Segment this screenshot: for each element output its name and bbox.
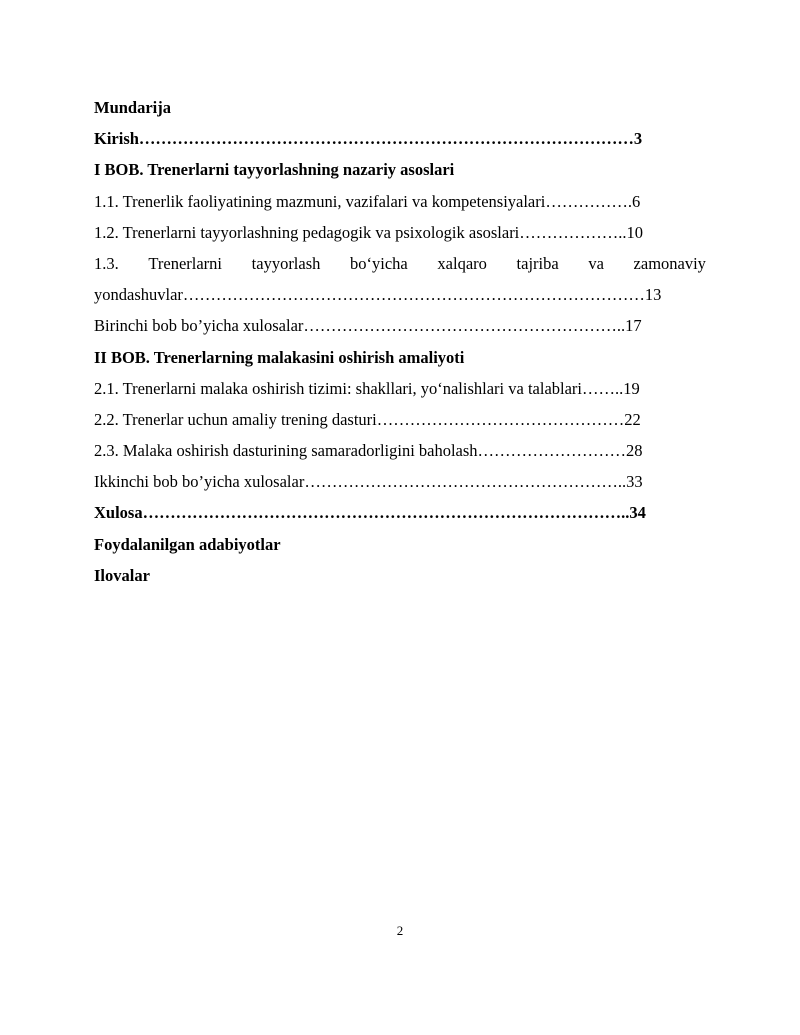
toc-entry-1-3-word: xalqaro <box>437 253 487 273</box>
toc-chapter-2-title: II BOB. Trenerlarning malakasini oshirish amaliyoti <box>94 347 465 367</box>
toc-heading: Mundarija <box>94 98 172 117</box>
toc-entry-references: Foydalanilgan adabiyotlar <box>94 534 281 554</box>
page-number: 2 <box>396 923 404 938</box>
toc-entry-1-3-continuation: yondashuvlar…………………………………………………………………………13 <box>94 285 662 305</box>
toc-entry-1-2: 1.2. Trenerlarni tayyorlashning pedagogik va psixologik asoslari………………..10 <box>94 222 644 242</box>
toc-entry-appendices: Ilovalar <box>94 565 150 585</box>
toc-entry-1-3-word: va <box>588 253 604 273</box>
toc-entry-1-1: 1.1. Trenerlik faoliyatining mazmuni, vazifalari va kompetensiyalari…………….6 <box>94 191 641 211</box>
toc-entry-2-3: 2.3. Malaka oshirish dasturining samaradorligini baholash………………………28 <box>94 441 643 461</box>
toc-entry-1-3-word: bo‘yicha <box>350 253 408 273</box>
toc-entry-1-3-word: 1.3. <box>94 253 119 273</box>
toc-entry-2-1: 2.1. Trenerlarni malaka oshirish tizimi: shakllari, yo‘nalishlari va talablari……..19 <box>94 378 640 398</box>
toc-entry-conclusion-1: Birinchi bob bo’yicha xulosalar…………………………………………………..17 <box>94 316 642 336</box>
toc-entry-1-3-word: zamonaviy <box>633 253 706 273</box>
table-of-contents <box>94 92 706 591</box>
toc-entry-1-3-word: Trenerlarni <box>148 253 223 273</box>
toc-entry-xulosa: Xulosa……………………………………………………………………………..34 <box>94 503 646 523</box>
toc-entry-1-3-word: tayyorlash <box>251 253 321 273</box>
toc-entry-conclusion-2: Ikkinchi bob bo’yicha xulosalar…………………………………………………..33 <box>94 472 643 492</box>
toc-entry-2-2: 2.2. Trenerlar uchun amaliy trening dasturi………………………………………22 <box>94 409 641 429</box>
toc-entry-kirish: Kirish………………………………………………………………………………3 <box>94 129 643 149</box>
toc-entry-1-3 <box>94 248 706 279</box>
toc-chapter-1-title: I BOB. Trenerlarni tayyorlashning nazariy asoslari <box>94 160 455 180</box>
toc-entry-1-3-word: tajriba <box>516 253 559 273</box>
